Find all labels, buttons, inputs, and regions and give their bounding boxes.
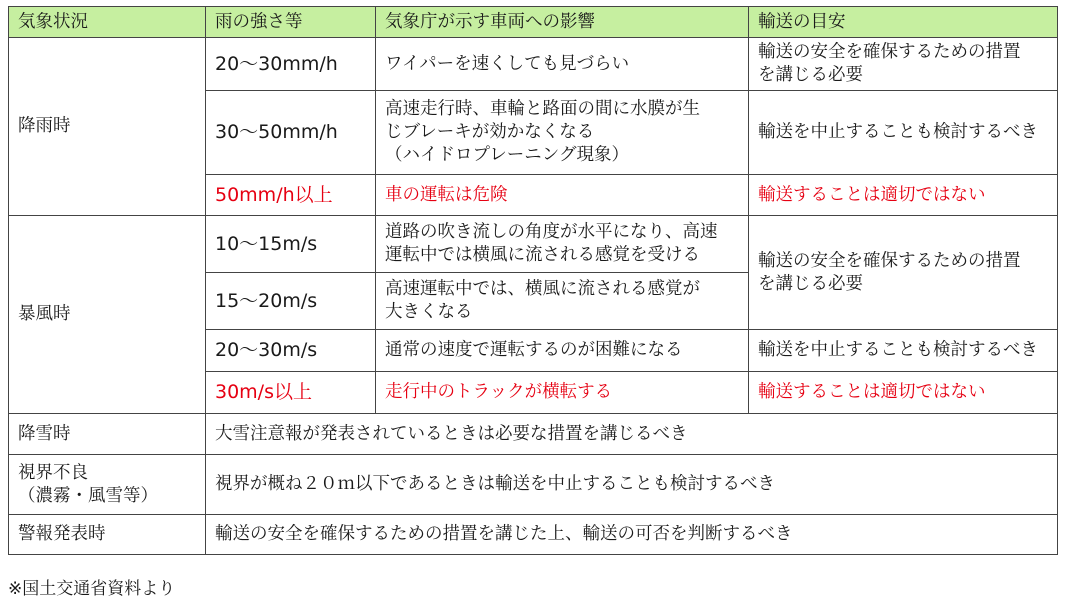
warning-label: 警報発表時 [9, 515, 206, 555]
source-footnote: ※国土交通省資料より [8, 579, 176, 599]
wind-strength-4: 30m/s以上 [206, 372, 376, 414]
rain-effect-2: 高速走行時、車輪と路面の間に水膜が生 じブレーキが効かなくなる （ハイドロプレーニング現象） [376, 91, 749, 175]
rain-strength-1: 20～30mm/h [206, 38, 376, 91]
wind-strength-1: 10～15m/s [206, 216, 376, 273]
rain-guide-stop: 輸送することは適切ではない [749, 175, 1058, 216]
rain-guide-secure: 輸送の安全を確保するための措置 を講じる必要 [749, 38, 1058, 91]
rain-guide-consider: 輸送を中止することも検討するべき [749, 91, 1058, 175]
rain-effect-3: 車の運転は危険 [376, 175, 749, 216]
wind-effect-2: 高速運転中では、横風に流される感覚が 大きくなる [376, 273, 749, 330]
warning-text: 輸送の安全を確保するための措置を講じた上、輸送の可否を判断するべき [206, 515, 1058, 555]
table-row [9, 216, 1058, 273]
wind-guide-secure: 輸送の安全を確保するための措置 を講じる必要 [749, 216, 1058, 330]
wind-strength-2: 15～20m/s [206, 273, 376, 330]
wind-guide-stop: 輸送することは適切ではない [749, 372, 1058, 414]
rain-label: 降雨時 [9, 38, 206, 216]
header-effect: 気象庁が示す車両への影響 [376, 7, 749, 38]
visibility-text: 視界が概ね２０ｍ以下であるときは輸送を中止することも検討するべき [206, 455, 1058, 515]
wind-effect-4: 走行中のトラックが横転する [376, 372, 749, 414]
table-row [9, 414, 1058, 455]
snow-text: 大雪注意報が発表されているときは必要な措置を講じるべき [206, 414, 1058, 455]
header-row [9, 7, 1058, 38]
wind-strength-3: 20～30m/s [206, 330, 376, 372]
header-guide: 輸送の目安 [749, 7, 1058, 38]
wind-effect-3: 通常の速度で運転するのが困難になる [376, 330, 749, 372]
table-row [9, 38, 1058, 91]
header-strength: 雨の強さ等 [206, 7, 376, 38]
header-weather: 気象状況 [9, 7, 206, 38]
wind-label: 暴風時 [9, 216, 206, 414]
table-row [9, 515, 1058, 555]
visibility-label: 視界不良 （濃霧・風雪等） [9, 455, 206, 515]
snow-label: 降雪時 [9, 414, 206, 455]
wind-effect-1: 道路の吹き流しの角度が水平になり、高速 運転中では横風に流される感覚を受ける [376, 216, 749, 273]
wind-guide-consider: 輸送を中止することも検討するべき [749, 330, 1058, 372]
transport-guideline-table [8, 6, 1058, 555]
rain-strength-3: 50mm/h以上 [206, 175, 376, 216]
table-row [9, 455, 1058, 515]
rain-strength-2: 30～50mm/h [206, 91, 376, 175]
rain-effect-1: ワイパーを速くしても見づらい [376, 38, 749, 91]
